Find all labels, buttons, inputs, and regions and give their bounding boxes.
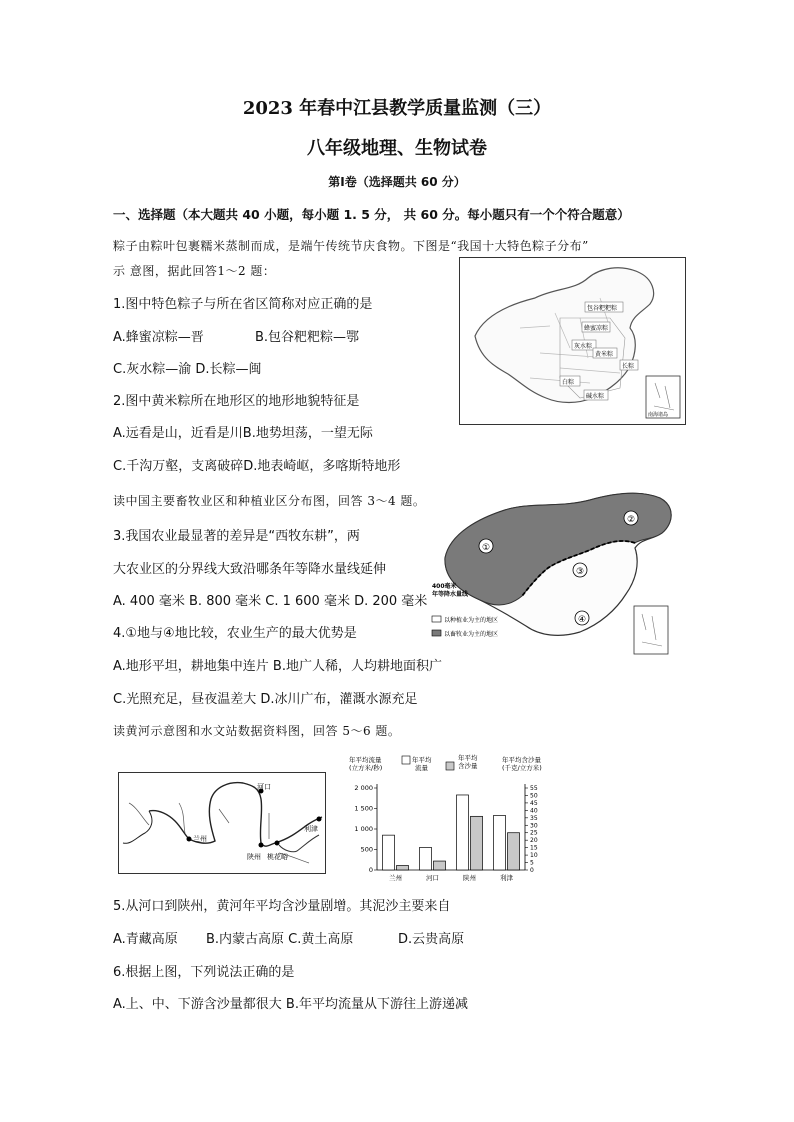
q1-options-cd: C.灰水粽—渝 D.长粽—闽 xyxy=(113,362,262,377)
legend-crop-label: 以种植业为主的地区 xyxy=(444,617,499,624)
right-tick-label: 15 xyxy=(530,844,538,852)
right-tick-label: 20 xyxy=(530,837,538,845)
map-label-jianshui: 碱水粽 xyxy=(586,393,605,400)
bar-sand xyxy=(508,833,520,870)
legend-sand-label-1: 年平均 xyxy=(458,754,478,762)
zongzi-map-figure xyxy=(460,258,685,424)
section-heading: 一、选择题（本大题共 40 小题，每小题 1. 5 分， 共 60 分。每小题只有一个个符合题意） xyxy=(113,207,630,222)
south-sea-inset-2 xyxy=(634,606,668,654)
part-heading: 第Ⅰ卷（选择题共 60 分） xyxy=(328,175,466,189)
q5-stem: 5.从河口到陕州，黄河年平均含沙量剧增。其泥沙主要来自 xyxy=(113,899,451,914)
exam-subtitle: 八年级地理、生物试卷 xyxy=(307,138,487,159)
station-lanzhou xyxy=(187,837,192,842)
category-label: 利津 xyxy=(500,874,513,882)
legend-sand-label-2: 含沙量 xyxy=(458,762,478,770)
category-label: 兰州 xyxy=(389,874,402,882)
q5-options-bc: B.内蒙古高原 C.黄土高原 xyxy=(206,932,354,947)
q2-stem: 2.图中黄米粽所在地形区的地形地貌特征是 xyxy=(113,394,360,409)
category-label: 陕州 xyxy=(463,874,476,882)
map-label-huangmi: 黄米粽 xyxy=(595,351,614,358)
legend-crop-swatch xyxy=(432,616,441,622)
right-axis-title-2: (千克/立方米) xyxy=(502,764,542,772)
q1-stem: 1.图中特色粽子与所在省区简称对应正确的是 xyxy=(113,297,373,312)
left-tick-label: 0 xyxy=(368,866,373,874)
q1-option-b: B.包谷粑粑粽—鄂 xyxy=(255,330,360,345)
q4-options-ab: A.地形平坦，耕地集中连片 B.地广人稀，人均耕地面积广 xyxy=(113,659,442,674)
right-tick-label: 30 xyxy=(530,822,538,830)
left-tick-label: 1 000 xyxy=(354,825,373,833)
right-tick-label: 35 xyxy=(530,814,538,822)
q3-stem-line2: 大农业区的分界线大致沿哪条年等降水量线延伸 xyxy=(113,562,387,577)
group3-intro: 读黄河示意图和水文站数据资料图，回答 5～6 题。 xyxy=(113,724,401,738)
q2-options-ab: A.远看是山，近看是川B.地势坦荡，一望无际 xyxy=(113,426,373,441)
isohyet-label-1: 400毫米 xyxy=(432,583,457,590)
river-label-lanzhou: 兰州 xyxy=(193,835,207,843)
right-tick-label: 55 xyxy=(530,785,538,792)
right-tick-label: 50 xyxy=(530,792,538,800)
exam-title: 2023 年春中江县教学质量监测（三） xyxy=(242,98,552,119)
left-axis-title-1: 年平均流量 xyxy=(349,756,382,764)
yellow-river-map xyxy=(118,772,326,874)
bar-flow xyxy=(457,795,469,870)
group1-intro-line2: 示 意图，据此回答1～2 题： xyxy=(113,264,276,278)
bar-flow xyxy=(420,847,432,870)
hydrology-chart-svg xyxy=(345,754,565,882)
q4-options-cd: C.光照充足，昼夜温差大 D.冰川广布，灌溉水源充足 xyxy=(113,692,418,707)
zongzi-map xyxy=(459,257,686,425)
marker-1-label: ① xyxy=(482,543,491,553)
right-tick-label: 45 xyxy=(530,799,538,807)
legend-pasture-label: 以畜牧业为主的地区 xyxy=(444,631,499,638)
q4-stem: 4.①地与④地比较，农业生产的最大优势是 xyxy=(113,626,357,641)
right-tick-label: 25 xyxy=(530,829,538,837)
river-label-taohuayu: 桃花峪 xyxy=(267,853,288,861)
bar-sand xyxy=(434,861,446,870)
group2-intro: 读中国主要畜牧业区和种植业区分布图，回答 3～4 题。 xyxy=(113,494,426,508)
river-label-hekou: 河口 xyxy=(257,783,271,791)
marker-2-label: ② xyxy=(627,515,636,525)
q5-option-d: D.云贵高原 xyxy=(398,932,465,947)
map-label-fengmi: 蜂蜜凉粽 xyxy=(584,325,609,332)
legend-flow-label-1: 年平均 xyxy=(412,756,432,764)
station-taohuayu xyxy=(275,841,280,846)
upstream-line xyxy=(123,811,152,843)
agriculture-map-figure xyxy=(430,488,678,660)
river-label-shanzhou: 陕州 xyxy=(247,853,261,861)
map-label-baogu: 包谷粑粑粽 xyxy=(587,305,618,312)
right-tick-label: 10 xyxy=(530,852,538,860)
station-shanzhou xyxy=(259,843,264,848)
right-tick-label: 40 xyxy=(530,807,538,815)
q6-stem: 6.根据上图，下列说法正确的是 xyxy=(113,965,295,980)
right-tick-label: 5 xyxy=(530,859,534,867)
right-tick-label: 0 xyxy=(530,867,534,874)
q3-stem-line1: 3.我国农业最显著的差异是“西牧东耕”，两 xyxy=(113,529,360,544)
legend-flow-swatch xyxy=(402,756,410,764)
marker-4-label: ④ xyxy=(578,615,587,625)
yellow-river-line xyxy=(149,783,322,847)
legend-sand-swatch xyxy=(446,762,454,770)
category-label: 河口 xyxy=(426,874,439,882)
legend-flow-label-2: 流量 xyxy=(415,764,428,772)
right-axis-title-1: 年平均含沙量 xyxy=(502,756,541,764)
agriculture-map xyxy=(430,488,678,660)
map-label-baizong: 白粽 xyxy=(562,379,575,386)
q6-options-ab: A.上、中、下游含沙量都很大 B.年平均流量从下游往上游递减 xyxy=(113,997,468,1012)
bar-sand xyxy=(471,816,483,870)
bar-sand xyxy=(397,866,409,870)
hydrology-chart xyxy=(345,754,565,882)
isohyet-label-2: 年等降水量线 xyxy=(432,591,469,598)
chart-plot-area xyxy=(354,784,537,882)
q5-option-a: A.青藏高原 xyxy=(113,932,178,947)
river-label-lijin: 利津 xyxy=(304,825,318,833)
bar-flow xyxy=(494,815,506,870)
yellow-river-map-figure xyxy=(119,773,325,873)
left-tick-label: 2 000 xyxy=(354,784,373,792)
map-label-huishui: 灰水粽 xyxy=(574,343,593,350)
inset-label: 南海诸岛 xyxy=(648,412,669,418)
station-lijin xyxy=(317,817,322,822)
marker-3-label: ③ xyxy=(576,567,585,577)
map-label-changzong: 长粽 xyxy=(622,363,635,370)
left-tick-label: 1 500 xyxy=(354,804,373,813)
left-axis-title-2: (立方米/秒) xyxy=(349,764,383,772)
group1-intro-line1: 粽子由粽叶包裹糯米蒸制而成，是端午传统节庆食物。下图是“我国十大特色粽子分布” xyxy=(113,239,589,253)
q2-options-cd: C.千沟万壑，支离破碎D.地表崎岖，多喀斯特地形 xyxy=(113,459,401,474)
bar-flow xyxy=(383,835,395,870)
legend-pasture-swatch xyxy=(432,630,441,636)
left-tick-label: 500 xyxy=(360,845,373,854)
q1-option-a: A.蜂蜜凉粽—晋 xyxy=(113,330,204,345)
q3-options: A. 400 毫米 B. 800 毫米 C. 1 600 毫米 D. 200 毫米 xyxy=(113,594,428,609)
